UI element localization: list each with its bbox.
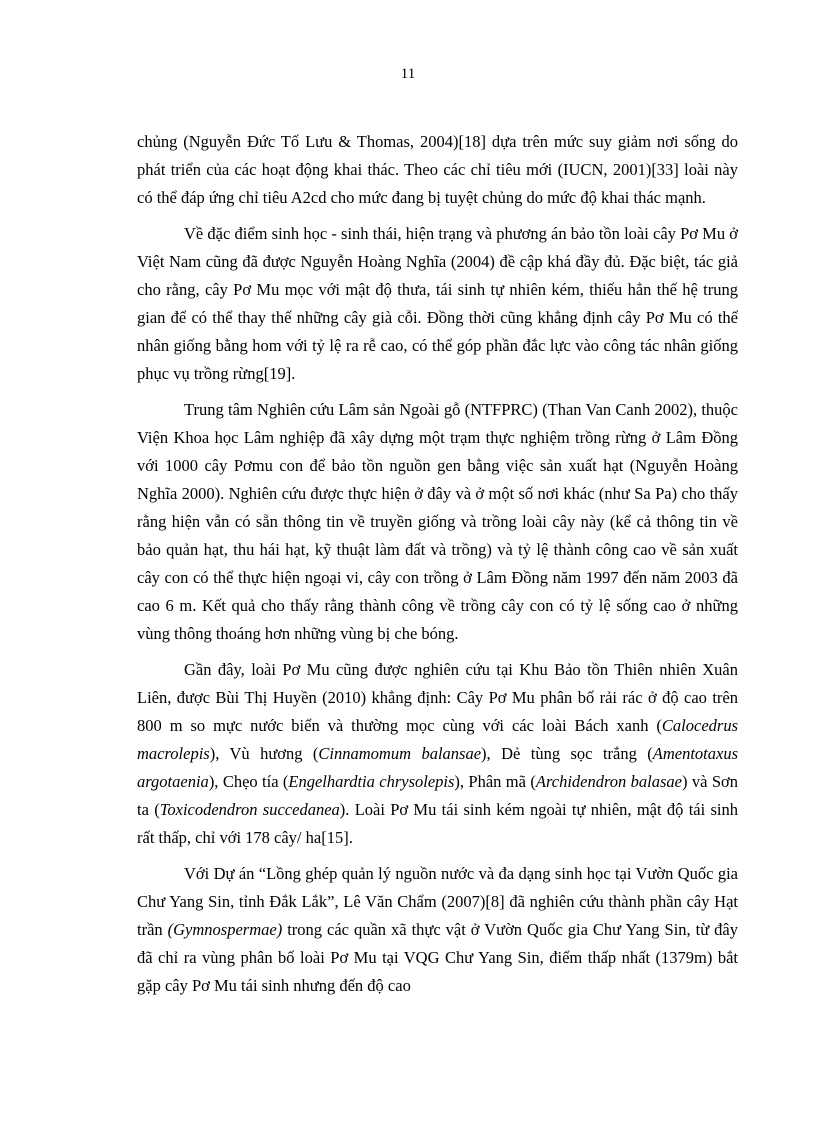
text-segment: chủng (Nguyễn Đức Tố Lưu & Thomas, 2004)[18] dựa trên mức suy giảm nơi sống do phát triển của các hoạt động khai thác. Theo các chỉ tiêu mới (IUCN, 2001)[33] loài này có thể đáp ứng chỉ tiêu A2cd cho mức đang bị tuyệt chủng do mức độ khai thác mạnh. <box>137 132 738 207</box>
text-segment: ), Dẻ tùng sọc trắng ( <box>481 744 653 763</box>
species-name: Toxicodendron succedanea <box>159 800 340 819</box>
species-name: Archidendron balasae <box>535 772 683 791</box>
paragraph-1 <box>137 128 738 212</box>
species-name: Cinnamomum balansae <box>318 744 482 763</box>
species-name: Engelhardtia chrysolepis <box>288 772 455 791</box>
text-segment: ). Loài Pơ Mu tái sinh kém ngoài tự nhiên, mật độ tái sinh rất thấp, chỉ với 178 cây/ ha[15]. <box>137 800 738 847</box>
paragraph-2 <box>137 220 738 388</box>
text-segment: ), Phân mã ( <box>454 772 536 791</box>
text-segment: Với Dự án “Lồng ghép quản lý nguồn nước và đa dạng sinh học tại Vườn Quốc gia Chư Yang Sin, tỉnh Đắk Lắk”, Lê Văn Chẩm (2007)[8] đã nghiên cứu thành phần cây Hạt trần <box>137 864 738 939</box>
text-segment: ), Chẹo tía ( <box>208 772 289 791</box>
text-segment: trong các quần xã thực vật ở Vườn Quốc gia Chư Yang Sin, từ đây đã chỉ ra vùng phân bố loài Pơ Mu tại VQG Chư Yang Sin, điểm thấp nhất (1379m) bắt gặp cây Pơ Mu tái sinh nhưng đến độ cao <box>137 920 738 995</box>
text-segment: Về đặc điểm sinh học - sinh thái, hiện trạng và phương án bảo tồn loài cây Pơ Mu ở Việt Nam cũng đã được Nguyễn Hoàng Nghĩa (2004) đề cập khá đầy đủ. Đặc biệt, tác giả cho rằng, cây Pơ Mu mọc với mật độ thưa, tái sinh tự nhiên kém, thiếu hẳn thế hệ trung gian để có thể thay thế những cây già cỗi. Đồng thời cũng khẳng định cây Pơ Mu có thể nhân giống bằng hom với tỷ lệ ra rễ cao, có thể góp phần đắc lực vào công tác nhân giống phục vụ trồng rừng[19]. <box>137 224 738 383</box>
body-text <box>137 128 738 1000</box>
species-name: (Gymnospermae) <box>167 920 283 939</box>
text-segment: Trung tâm Nghiên cứu Lâm sản Ngoài gỗ (NTFPRC) (Than Van Canh 2002), thuộc Viện Khoa học Lâm nghiệp đã xây dựng một trạm thực nghiệm trồng rừng ở Lâm Đồng với 1000 cây Pơmu con để bảo tồn nguồn gen bằng việc sản xuất hạt (Nguyễn Hoàng Nghĩa 2000). Nghiên cứu được thực hiện ở đây và ở một số nơi khác (như Sa Pa) cho thấy rằng hiện vẫn có sẵn thông tin về truyền giống và trồng loài cây này (kể cả thông tin về bảo quản hạt, thu hái hạt, kỹ thuật làm đất và trồng) và tỷ lệ thành công cao về sản xuất cây con có thể thực hiện ngoại vi, cây con trồng ở Lâm Đồng năm 1997 đến năm 2003 đã cao 6 m. Kết quả cho thấy rằng thành công về trồng cây con có tỷ lệ sống cao ở những vùng thông thoáng hơn những vùng bị che bóng. <box>137 400 738 643</box>
species-name: Calocedrus macrolepis <box>137 716 738 763</box>
text-segment: ) và Sơn ta ( <box>137 772 739 819</box>
paragraph-5 <box>137 860 738 1000</box>
species-name: Amentotaxus argotaenia <box>137 744 739 791</box>
page-number: 11 <box>400 66 416 82</box>
text-segment: Gần đây, loài Pơ Mu cũng được nghiên cứu tại Khu Bảo tồn Thiên nhiên Xuân Liên, được Bùi Thị Huyền (2010) khẳng định: Cây Pơ Mu phân bố rải rác ở độ cao trên 800 m so mực nước biển và thường mọc cùng với các loài Bách xanh ( <box>137 660 738 735</box>
text-segment: ), Vù hương ( <box>209 744 319 763</box>
paragraph-3 <box>137 396 738 648</box>
paragraph-4 <box>137 656 738 852</box>
